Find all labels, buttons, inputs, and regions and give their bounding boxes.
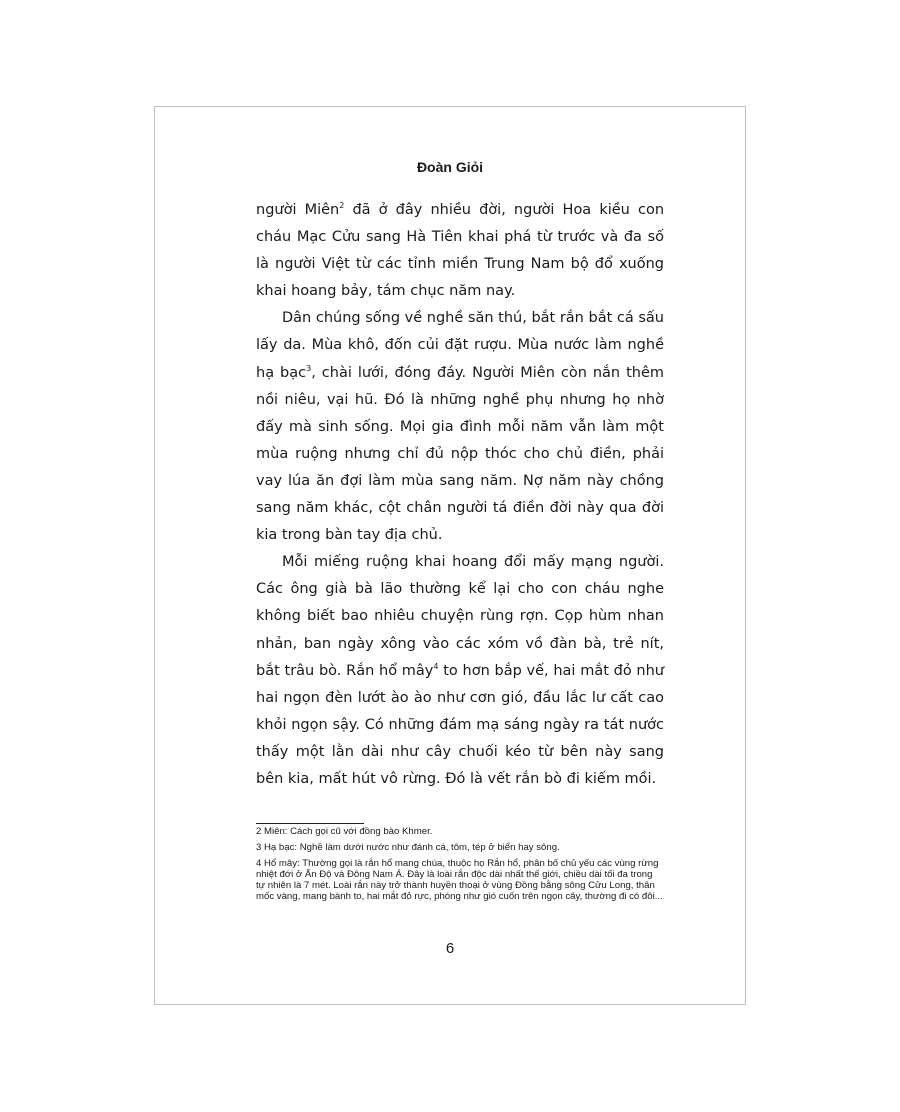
footnote-3: 3 Hạ bạc: Nghề làm dưới nước như đánh cá, tôm, tép ở biển hay sông. (256, 842, 560, 853)
book-page (154, 106, 746, 1005)
paragraph-3 (256, 549, 664, 793)
paragraph-3-text-a: Mỗi miếng ruộng khai hoang đổi mấy mạng người. Các ông già bà lão thường kể lại cho con cháu nghe không biết bao nhiêu chuyện rùng rợn. Cọp hùm nhan nhản, ban ngày xông vào các xóm vồ đàn bà, trẻ nít, bắt trâu bò. Rắn hổ mây (256, 554, 664, 679)
page-number: 6 (445, 940, 455, 957)
body-text (256, 197, 664, 793)
paragraph-2-text-a: Dân chúng sống về nghề săn thú, bắt rắn bắt cá sấu lấy da. Mùa khô, đốn củi đặt rượu. Mùa nước làm nghề hạ bạc (256, 310, 664, 381)
paragraph-3-text-b: to hơn bắp vế, hai mắt đỏ như hai ngọn đèn lướt ào ào như cơn gió, đầu lắc lư cất cao khỏi ngọn sậy. Có những đám mạ sáng ngày ra tát nước thấy một lằn dài như cây chuối kéo từ bên này sang bên kia, mất hút vô rừng. Đó là vết rắn bò đi kiếm mồi. (256, 662, 664, 787)
paragraph-2 (256, 305, 664, 549)
footnote-2: 2 Miên: Cách gọi cũ với đồng bào Khmer. (256, 826, 433, 837)
paragraph-1-text-a: người Miên (256, 202, 340, 218)
paragraph-1-text-b: đã ở đây nhiều đời, người Hoa kiều con cháu Mạc Cửu sang Hà Tiên khai phá từ trước và đa số là người Việt từ các tỉnh miền Trung Nam bộ đổ xuống khai hoang bảy, tám chục năm nay. (256, 202, 665, 300)
footnote-ref-4: 4 (433, 661, 439, 671)
paragraph-1 (256, 197, 664, 305)
footnote-4: 4 Hổ mây: Thường gọi là rắn hổ mang chúa, thuộc họ Rắn hổ, phân bố chủ yếu các vùng rừng nhiệt đới ở Ấn Độ và Đông Nam Á. Đây là loài rắn độc dài nhất thế giới, chiều dài tối đa trong tự nhiên là 7 mét. Loài rắn này trở thành huyền thoại ở vùng Đồng bằng sông Cửu Long, thân mốc vàng, mang bành to, hai mắt đỏ rực, phóng như gió cuốn trên ngọn cây, thường đi có đôi... (256, 858, 663, 902)
footnote-ref-3: 3 (306, 363, 312, 373)
footnote-divider (256, 823, 364, 824)
running-header-author: Đoàn Giỏi (416, 159, 484, 175)
footnotes (256, 826, 664, 907)
paragraph-2-text-b: , chài lưới, đóng đáy. Người Miên còn nắn thêm nồi niêu, vại hũ. Đó là những nghề phụ nhưng họ nhờ đấy mà sinh sống. Mọi gia đình mỗi năm vẫn làm một mùa ruộng nhưng chỉ đủ nộp thóc cho chủ điền, phải vay lúa ăn đợi làm mùa sang năm. Nợ năm này chồng sang năm khác, cột chân người tá điền đời này qua đời kia trong bàn tay địa chủ. (256, 364, 664, 544)
footnote-ref-2: 2 (339, 201, 345, 211)
